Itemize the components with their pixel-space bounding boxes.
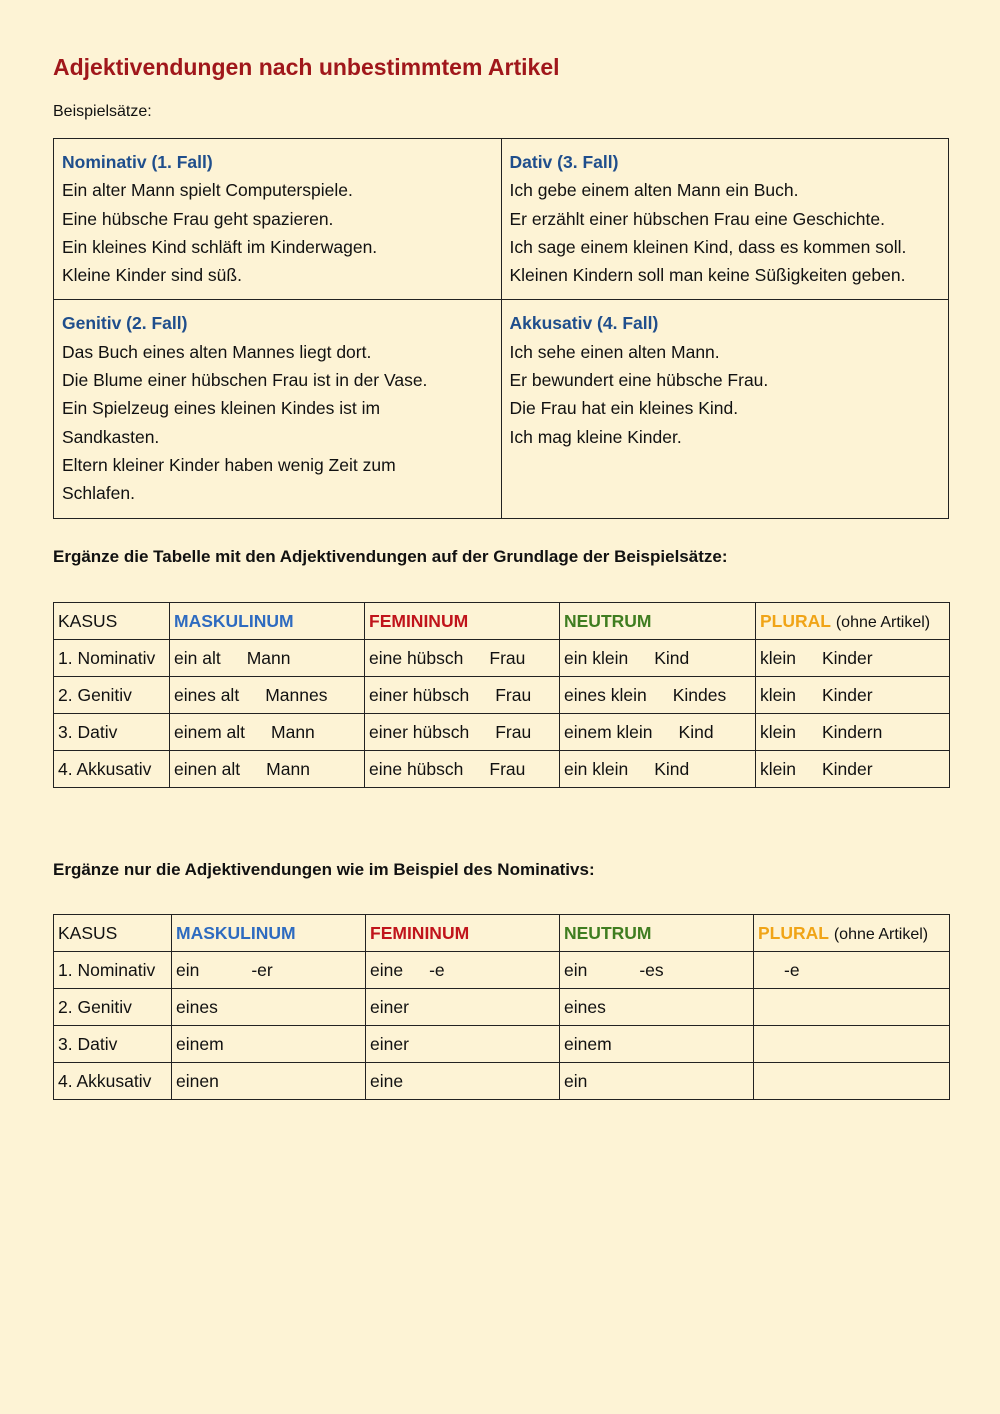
example-sentence: Ich sage einem kleinen Kind, dass es kommen soll.: [509, 236, 907, 257]
noun: Mann: [246, 647, 291, 668]
masc-cell: [170, 677, 365, 714]
example-heading: Akkusativ (4. Fall): [509, 313, 659, 334]
header-plural: [756, 603, 950, 640]
example-heading: Dativ (3. Fall): [509, 152, 619, 172]
noun: Kinder: [822, 758, 873, 779]
article-adjective: klein: [760, 758, 796, 779]
header-kasus: KASUS: [54, 915, 172, 952]
header-femininum: FEMININUM: [366, 915, 560, 952]
example-sentence: Ein alter Mann spielt Computerspiele.: [62, 180, 353, 201]
header-plural: [754, 915, 950, 952]
example-heading: Nominativ (1. Fall): [62, 152, 213, 172]
example-sentence: Die Frau hat ein kleines Kind.: [509, 398, 739, 419]
noun: Mannes: [265, 684, 328, 705]
article-adjective: einer hübsch: [369, 684, 470, 705]
article-adjective: ein klein: [564, 758, 629, 779]
case-cell: 4. Akkusativ: [54, 751, 170, 788]
header-maskulinum: MASKULINUM: [172, 915, 366, 952]
example-sentence: Eine hübsche Frau geht spazieren.: [62, 208, 334, 229]
example-sentence: Das Buch eines alten Mannes liegt dort.: [62, 341, 372, 362]
example-sentence: Er bewundert eine hübsche Frau.: [509, 370, 769, 391]
article-adjective: einem alt: [174, 721, 246, 742]
ending: -e: [784, 959, 800, 980]
page-title: Adjektivendungen nach unbestimmtem Artikel: [53, 54, 560, 80]
example-cell-dativ: [501, 139, 949, 300]
article-adjective: klein: [760, 721, 796, 742]
article-adjective: eine hübsch: [369, 758, 464, 779]
noun: Frau: [495, 684, 532, 705]
example-sentence: Sandkasten.: [62, 426, 160, 447]
article-adjective: einem klein: [564, 721, 653, 742]
ending: -es: [639, 959, 664, 980]
article-adjective: klein: [760, 647, 796, 668]
noun: Kinder: [822, 647, 873, 668]
case-cell: 1. Nominativ: [54, 952, 172, 989]
article-adjective: einen alt: [174, 758, 241, 779]
plural-cell: [754, 952, 950, 989]
article-adjective: eine hübsch: [369, 647, 464, 668]
neut-cell[interactable]: einem: [560, 1026, 754, 1063]
neut-cell: [560, 640, 756, 677]
neut-cell: [560, 677, 756, 714]
neut-cell: [560, 952, 754, 989]
noun: Kindes: [672, 684, 727, 705]
masc-cell: [172, 952, 366, 989]
examples-label: Beispielsätze:: [53, 103, 152, 120]
case-cell: 4. Akkusativ: [54, 1063, 172, 1100]
noun: Frau: [489, 647, 526, 668]
endings-table-blank: [53, 914, 950, 1100]
plural-note: (ohne Artikel): [833, 925, 929, 943]
example-sentence: Kleinen Kindern soll man keine Süßigkeiten geben.: [509, 265, 906, 286]
plural-cell[interactable]: [754, 989, 950, 1026]
noun: Mann: [266, 758, 310, 779]
example-sentence: Kleine Kinder sind süß.: [62, 265, 242, 286]
fem-cell[interactable]: einer: [366, 1026, 560, 1063]
table-row: [54, 677, 950, 714]
example-sentence: Ein kleines Kind schläft im Kinderwagen.: [62, 236, 378, 257]
fem-cell: [366, 952, 560, 989]
fem-cell: [365, 640, 560, 677]
table-row: [54, 751, 950, 788]
article-adjective: ein klein: [564, 647, 629, 668]
endings-table-full: [53, 602, 950, 788]
plural-cell[interactable]: [754, 1063, 950, 1100]
table-row: [54, 1026, 950, 1063]
masc-cell[interactable]: eines: [172, 989, 366, 1026]
masc-cell: [170, 640, 365, 677]
header-neutrum: NEUTRUM: [560, 915, 754, 952]
example-sentence: Ich mag kleine Kinder.: [509, 426, 682, 447]
plural-cell: [756, 677, 950, 714]
case-cell: 2. Genitiv: [54, 677, 170, 714]
example-cell-nominativ: [54, 139, 502, 300]
plural-note: (ohne Artikel): [835, 613, 931, 631]
noun: Kind: [678, 721, 714, 742]
noun: Kind: [654, 647, 690, 668]
example-sentence: Ich sehe einen alten Mann.: [509, 341, 720, 362]
fem-cell: [365, 751, 560, 788]
article: ein: [176, 959, 200, 980]
fem-cell: [365, 714, 560, 751]
table-header-row: [54, 915, 950, 952]
plural-cell[interactable]: [754, 1026, 950, 1063]
neut-cell: [560, 751, 756, 788]
examples-table: [53, 138, 949, 519]
example-cell-akkusativ: [501, 300, 949, 518]
neut-cell[interactable]: eines: [560, 989, 754, 1026]
article-adjective: eines klein: [564, 684, 647, 705]
plural-label: PLURAL: [758, 922, 829, 943]
masc-cell[interactable]: einem: [172, 1026, 366, 1063]
fem-cell: [365, 677, 560, 714]
example-sentence: Ich gebe einem alten Mann ein Buch.: [509, 180, 799, 201]
example-sentence: Die Blume einer hübschen Frau ist in der Vase.: [62, 370, 428, 391]
noun: Mann: [271, 721, 315, 742]
header-maskulinum: MASKULINUM: [170, 603, 365, 640]
instruction-2: Ergänze nur die Adjektivendungen wie im Beispiel des Nominativs:: [53, 860, 595, 879]
noun: Frau: [489, 758, 526, 779]
noun: Kindern: [822, 721, 883, 742]
masc-cell[interactable]: einen: [172, 1063, 366, 1100]
masc-cell: [170, 714, 365, 751]
plural-cell: [756, 640, 950, 677]
fem-cell[interactable]: eine: [366, 1063, 560, 1100]
plural-cell: [756, 714, 950, 751]
article-adjective: einer hübsch: [369, 721, 470, 742]
article: eine: [370, 959, 404, 980]
noun: Kind: [654, 758, 690, 779]
masc-cell: [170, 751, 365, 788]
neut-cell: [560, 714, 756, 751]
article-adjective: ein alt: [174, 647, 221, 668]
article-adjective: eines alt: [174, 684, 240, 705]
example-sentence: Eltern kleiner Kinder haben wenig Zeit zum: [62, 454, 396, 475]
header-kasus: KASUS: [54, 603, 170, 640]
ending: -er: [251, 959, 273, 980]
table-header-row: [54, 603, 950, 640]
header-neutrum: NEUTRUM: [560, 603, 756, 640]
case-cell: 3. Dativ: [54, 714, 170, 751]
fem-cell[interactable]: einer: [366, 989, 560, 1026]
example-cell-genitiv: [54, 300, 502, 518]
example-sentence: Er erzählt einer hübschen Frau eine Geschichte.: [509, 208, 885, 229]
instruction-1: Ergänze die Tabelle mit den Adjektivendungen auf der Grundlage der Beispielsätze:: [53, 547, 728, 566]
table-row: [54, 640, 950, 677]
table-row: [54, 714, 950, 751]
header-femininum: FEMININUM: [365, 603, 560, 640]
ending: -e: [429, 959, 445, 980]
case-cell: 2. Genitiv: [54, 989, 172, 1026]
article-adjective: klein: [760, 684, 796, 705]
article: ein: [564, 959, 588, 980]
example-sentence: Schlafen.: [62, 483, 135, 504]
case-cell: 1. Nominativ: [54, 640, 170, 677]
table-row: [54, 1063, 950, 1100]
table-row: [54, 952, 950, 989]
table-row: [54, 989, 950, 1026]
noun: Frau: [495, 721, 532, 742]
plural-label: PLURAL: [760, 610, 831, 631]
noun: Kinder: [822, 684, 873, 705]
case-cell: 3. Dativ: [54, 1026, 172, 1063]
example-heading: Genitiv (2. Fall): [62, 313, 188, 334]
plural-cell: [756, 751, 950, 788]
example-sentence: Ein Spielzeug eines kleinen Kindes ist im: [62, 398, 381, 419]
neut-cell[interactable]: ein: [560, 1063, 754, 1100]
